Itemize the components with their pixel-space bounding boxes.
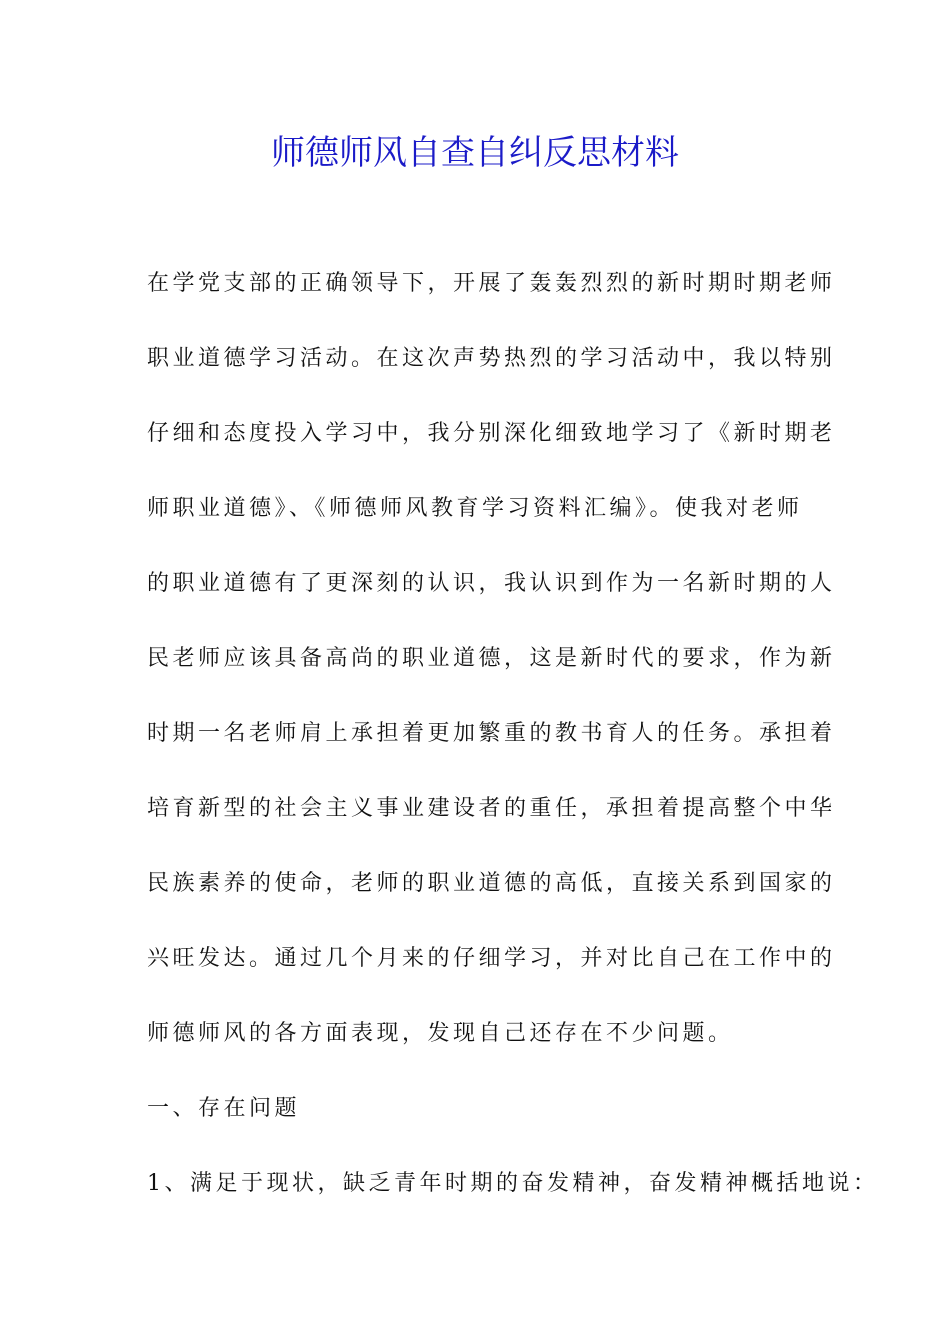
section-heading: 一、存在问题 [147, 1096, 301, 1121]
paragraph-line: 民老师应该具备高尚的职业道德，这是新时代的要求，作为新 [147, 646, 836, 671]
paragraph-line: 民族素养的使命，老师的职业道德的高低，直接关系到国家的 [147, 871, 836, 896]
paragraph-line: 时期一名老师肩上承担着更加繁重的教书育人的任务。承担着 [147, 721, 836, 746]
document-title: 师德师风自查自纠反思材料 [271, 133, 679, 173]
document-body [147, 262, 879, 1237]
paragraph-line: 仔细和态度投入学习中，我分别深化细致地学习了《新时期老 [147, 421, 836, 446]
numbered-item-line: 1、满足于现状，缺乏青年时期的奋发精神，奋发精神概括地说： [147, 1171, 879, 1196]
paragraph-line: 在学党支部的正确领导下，开展了轰轰烈烈的新时期时期老师 [147, 271, 836, 296]
paragraph-line: 师德师风的各方面表现，发现自己还存在不少问题。 [147, 1021, 734, 1046]
paragraph-line: 职业道德学习活动。在这次声势热烈的学习活动中，我以特别 [147, 346, 836, 371]
paragraph-line: 培育新型的社会主义事业建设者的重任，承担着提高整个中华 [147, 796, 836, 821]
paragraph-line: 师职业道德》、《师德师风教育学习资料汇编》。使我对老师 [147, 496, 803, 521]
paragraph-line: 兴旺发达。通过几个月来的仔细学习，并对比自己在工作中的 [147, 946, 836, 971]
paragraph-line: 的职业道德有了更深刻的认识，我认识到作为一名新时期的人 [147, 571, 836, 596]
